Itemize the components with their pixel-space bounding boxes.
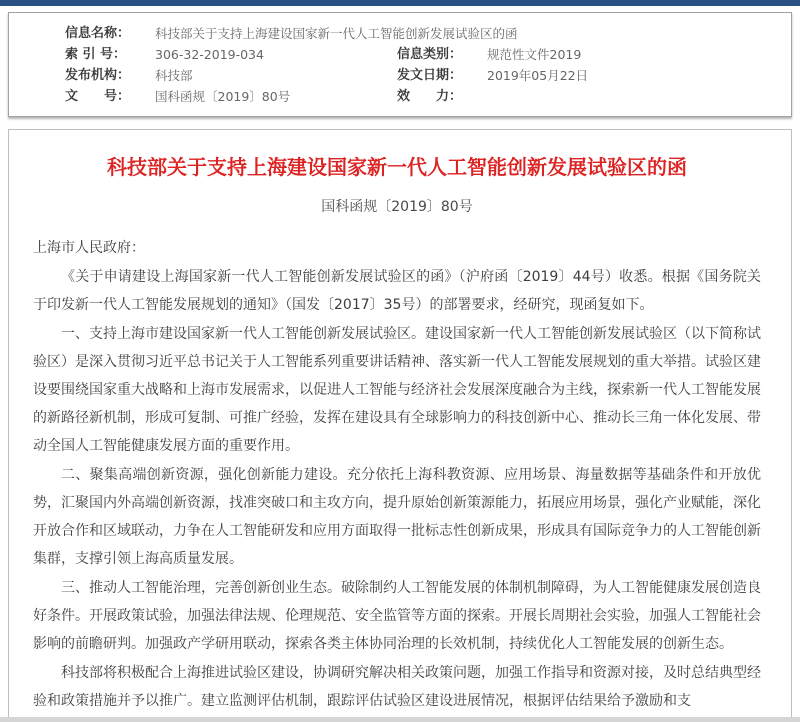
top-accent-bar xyxy=(0,0,800,6)
info-name-value: 科技部关于支持上海建设国家新一代人工智能创新发展试验区的函 xyxy=(155,26,518,41)
paragraph-intro: 《关于申请建设上海国家新一代人工智能创新发展试验区的函》（沪府函〔2019〕44号）收悉。根据《国务院关于印发新一代人工智能发展规划的通知》（国发〔2017〕35号）的部署要求，经研究，现函复如下。 xyxy=(33,269,761,313)
paragraph-section-1: 一、支持上海市建设国家新一代人工智能创新发展试验区。建设国家新一代人工智能创新发展试验区（以下简称试验区）是深入贯彻习近平总书记关于人工智能系列重要讲话精神、落实新一代人工智能发展规划的重大举措。试验区建设要围绕国家重大战略和上海市发展需求，以促进人工智能与经济社会发展深度融合为主线，探索新一代人工智能发展的新路径新机制，形成可复制、可推广经验，发挥在建设具有全球影响力的科技创新中心、推动长三角一体化发展、带动全国人工智能健康发展方面的重要作用。 xyxy=(33,326,761,454)
info-index-label: 索 引 号： xyxy=(65,47,127,62)
info-agency-value: 科技部 xyxy=(155,68,193,83)
document-number: 国科函规〔2019〕80号 xyxy=(321,199,473,215)
info-docnum-value: 国科函规〔2019〕80号 xyxy=(155,89,291,104)
paragraph-section-3: 三、推动人工智能治理，完善创新创业生态。破除制约人工智能发展的体制机制障碍，为人工智能健康发展创造良好条件。开展政策试验，加强法律法规、伦理规范、安全监管等方面的探索。开展长周期社会实验，加强人工智能社会影响的前瞻研判。加强政产学研用联动，探索各类主体协同治理的长效机制，持续优化人工智能发展的创新生态。 xyxy=(33,580,761,652)
info-category-label: 信息类别： xyxy=(397,47,463,62)
info-category-value: 规范性文件2019 xyxy=(487,47,582,62)
paragraph-section-2: 二、聚集高端创新资源，强化创新能力建设。充分依托上海科教资源、应用场景、海量数据等基础条件和开放优势，汇聚国内外高端创新资源，找准突破口和主攻方向，提升原始创新策源能力，拓展应用场景，强化产业赋能，深化开放合作和区域联动，力争在人工智能研发和应用方面取得一批标志性创新成果，形成具有国际竞争力的人工智能创新集群，支撑引领上海高质量发展。 xyxy=(33,467,761,567)
info-date-value: 2019年05月22日 xyxy=(487,68,589,83)
info-docnum-label: 文 号： xyxy=(65,89,131,104)
info-date-label: 发文日期： xyxy=(397,68,463,83)
info-index-value: 306-32-2019-034 xyxy=(155,47,264,62)
document-info-panel xyxy=(8,12,792,117)
info-effect-label: 效 力： xyxy=(397,89,463,104)
info-name-label: 信息名称： xyxy=(65,26,131,41)
document-title: 科技部关于支持上海建设国家新一代人工智能创新发展试验区的函 xyxy=(107,155,687,179)
document-body-panel xyxy=(8,129,792,722)
window-bottom-edge xyxy=(0,717,800,722)
document-info-grid xyxy=(65,23,771,107)
salutation: 上海市人民政府： xyxy=(33,240,145,256)
info-effect-value xyxy=(487,86,771,107)
info-agency-label: 发布机构： xyxy=(65,68,131,83)
paragraph-closing: 科技部将积极配合上海推进试验区建设，协调研究解决相关政策问题，加强工作指导和资源对接，及时总结典型经验和政策措施并予以推广。建立监测评估机制，跟踪评估试验区建设进展情况，根据评估结果给予激励和支 xyxy=(33,665,761,709)
